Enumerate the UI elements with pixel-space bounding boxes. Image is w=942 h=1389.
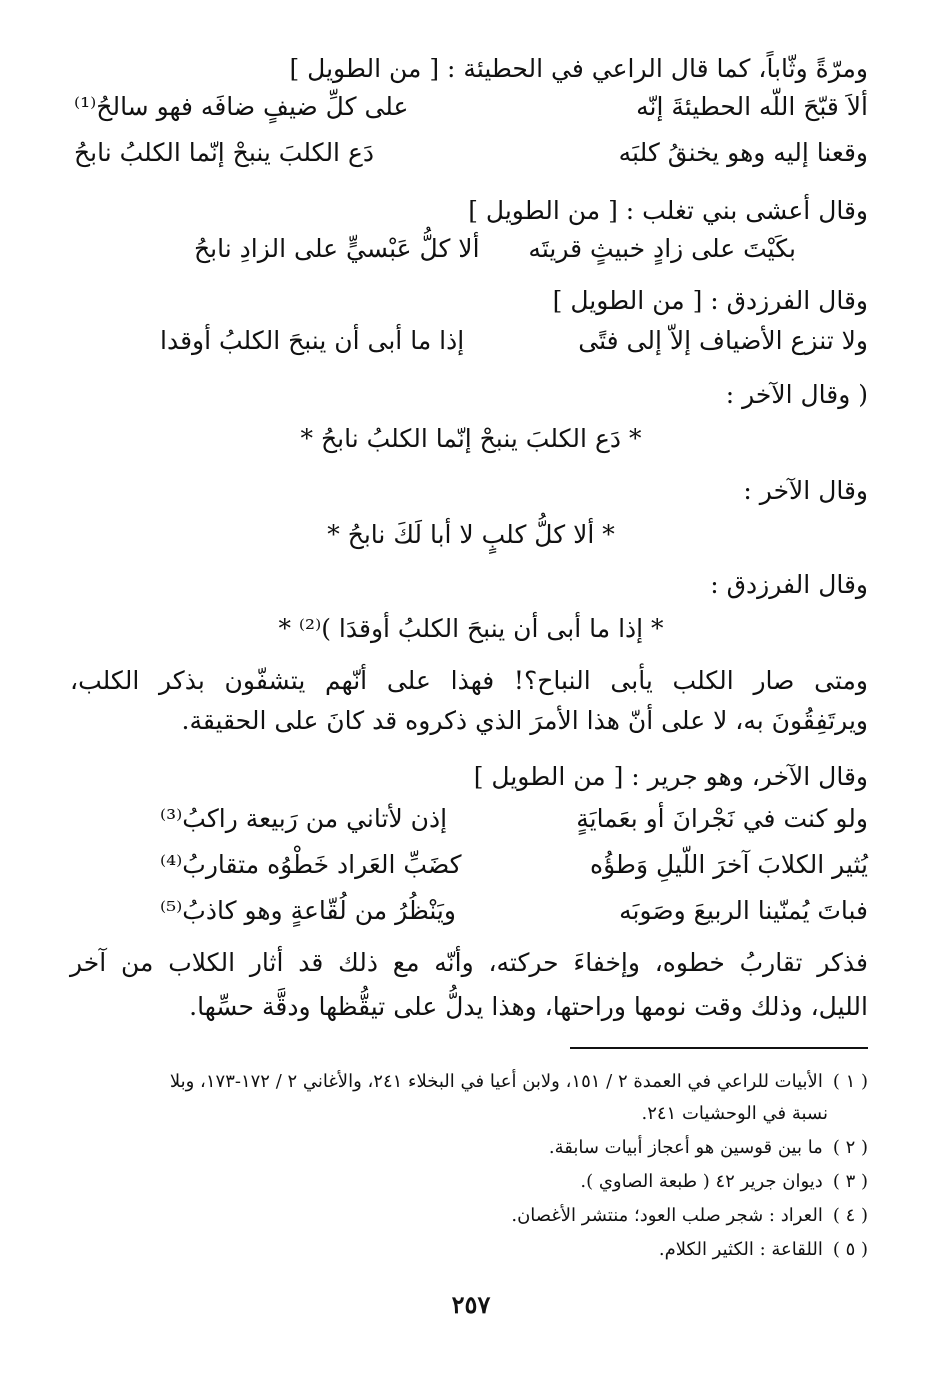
verse-6-first-hemistich: يُثير الكلابَ آخرَ اللّيلِ وَطؤُه bbox=[590, 850, 868, 879]
footnote-number: ( ٥ ) bbox=[832, 1239, 868, 1260]
footnote-4 bbox=[70, 1202, 868, 1230]
verse-3-first-hemistich: بكَيْتَ على زادٍ خبيثٍ قريتَه bbox=[528, 234, 796, 263]
verse-1-first-hemistich: ألاَ قبّحَ اللّه الحطيئةَ إنّه bbox=[636, 92, 868, 121]
footnote-number: ( ١ ) bbox=[832, 1071, 868, 1092]
footnote-text: العراد : شجر صلب العود؛ منتشر الأغصان. bbox=[511, 1205, 823, 1226]
verse-3-second-hemistich: ألا كلُّ عَبْسيٍّ على الزادِ نابحُ bbox=[194, 234, 480, 263]
verse-6-second-hemistich: كضَبِّ العَراد خَطْوُه متقاربُ⁽⁴⁾ bbox=[160, 850, 462, 879]
intro-line-asha: وقال أعشى بني تغلب : [ من الطويل ] bbox=[468, 196, 868, 225]
verse-4-second-hemistich: إذا ما أبى أن ينبحَ الكلبُ أوقدا bbox=[160, 326, 465, 355]
intro-line-akhar-1: ( وقال الآخر : bbox=[725, 380, 868, 409]
verse-7-second-hemistich: ويَنْظُرُ من لُقّاعةٍ وهو كاذبُ⁽⁵⁾ bbox=[160, 896, 456, 925]
verse-line-3 bbox=[74, 232, 868, 266]
verse-1-second-hemistich: على كلِّ ضيفٍ ضافَه فهو سالحُ⁽¹⁾ bbox=[74, 92, 409, 121]
intro-line-jarir: وقال الآخر، وهو جرير : [ من الطويل ] bbox=[473, 762, 868, 791]
verse-5-first-hemistich: ولو كنت في نَجْرانَ أو بعَمايَةٍ bbox=[576, 804, 868, 833]
verse-line-5 bbox=[74, 802, 868, 836]
intro-line-farazdaq-2: وقال الفرزدق : bbox=[710, 570, 868, 599]
footnote-text: ديوان جرير ٤٢ ( طبعة الصاوي ). bbox=[580, 1171, 823, 1192]
hemistich-quote-2: * ألا كلُّ كلبٍ لا أبا لَكَ نابحُ * bbox=[327, 520, 615, 549]
paragraph-1-line-2: ويرتَفِقُونَ به، لا على أنّ هذا الأمرَ الذي ذكروه قد كانَ على الحقيقة. bbox=[181, 706, 868, 735]
footnote-text: ما بين قوسين هو أعجاز أبيات سابقة. bbox=[548, 1137, 823, 1158]
footnote-3 bbox=[70, 1168, 868, 1196]
verse-line-1 bbox=[74, 90, 868, 124]
footnote-1 bbox=[70, 1068, 868, 1096]
paragraph-2-line-2: الليل، وذلك وقت نومها وراحتها، وهذا يدلُّ على تيقُّظها ودقَّة حسِّها. bbox=[189, 992, 868, 1021]
verse-7-first-hemistich: فباتَ يُمنّينا الربيعَ وصَوبَه bbox=[619, 896, 868, 925]
verse-line-2 bbox=[74, 136, 868, 170]
verse-line-4 bbox=[74, 324, 868, 358]
intro-line-farazdaq: وقال الفرزدق : [ من الطويل ] bbox=[552, 286, 868, 315]
footnote-number: ( ٢ ) bbox=[832, 1137, 868, 1158]
intro-line-raai: ومرّةً وثّاباً، كما قال الراعي في الحطيئة : [ من الطويل ] bbox=[289, 54, 868, 83]
page-number: ٢٥٧ bbox=[451, 1290, 491, 1319]
verse-line-6 bbox=[74, 848, 868, 882]
footnote-1-continued bbox=[70, 1100, 828, 1128]
footnote-separator bbox=[570, 1047, 868, 1049]
footnote-5 bbox=[70, 1236, 868, 1264]
verse-2-second-hemistich: دَع الكلبَ ينبحْ إنّما الكلبُ نابحُ bbox=[74, 138, 374, 167]
footnote-text: الأبيات للراعي في العمدة ٢ / ١٥١، ولابن أعيا في البخلاء ٢٤١، والأغاني ٢ / ١٧٢-١٧٣، وبلا bbox=[169, 1071, 823, 1092]
paragraph-1-line-1: ومتى صار الكلب يأبى النباح؟! فهذا على أنّهم يتشفّون بذكر الكلب، bbox=[70, 666, 868, 695]
verse-2-first-hemistich: وقعنا إليه وهو يخنقُ كلبَه bbox=[618, 138, 868, 167]
hemistich-quote-3: * إذا ما أبى أن ينبحَ الكلبُ أوقدَا )⁽²⁾ * bbox=[278, 614, 664, 643]
footnote-number: ( ٤ ) bbox=[832, 1205, 868, 1226]
footnote-number: ( ٣ ) bbox=[832, 1171, 868, 1192]
footnote-2 bbox=[70, 1134, 868, 1162]
verse-line-7 bbox=[74, 894, 868, 928]
footnote-text: نسبة في الوحشيات ٢٤١. bbox=[641, 1103, 828, 1124]
footnote-text: اللقاعة : الكثير الكلام. bbox=[658, 1239, 823, 1260]
verse-4-first-hemistich: ولا تنزع الأضياف إلاّ إلى فتًى bbox=[578, 326, 868, 355]
paragraph-2-line-1: فذكر تقاربُ خطوه، وإخفاءَ حركته، وأنّه مع ذلك قد أثار الكلاب من آخر bbox=[70, 948, 868, 977]
verse-5-second-hemistich: إذن لأتاني من رَبيعة راكبُ⁽³⁾ bbox=[160, 804, 448, 833]
intro-line-akhar-2: وقال الآخر : bbox=[743, 476, 868, 505]
hemistich-quote-1: * دَع الكلبَ ينبحْ إنّما الكلبُ نابحُ * bbox=[300, 424, 642, 453]
